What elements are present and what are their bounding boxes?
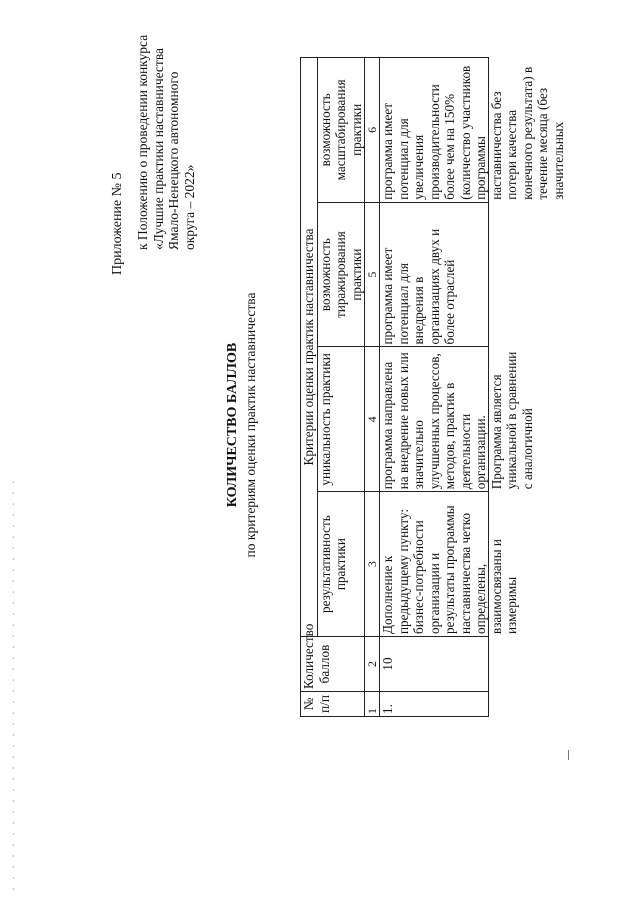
scan-edge-artifact: · · · · · · · · · · · · · · · · · · · · · · · · · · · · · · · · · · · · · ·: [6, 478, 20, 891]
header-criterion: результативность практики: [317, 492, 365, 637]
regulation-line: Ямало-Ненецкого автономного: [166, 71, 181, 250]
scan-mark: [568, 750, 569, 760]
column-number-row: [365, 58, 380, 717]
column-number: 1: [365, 692, 380, 717]
column-number: 5: [365, 202, 380, 347]
cell-result: Дополнение к предыдущему пункту: бизнес-потребности организации и результаты программы наставничества четко определены, взаимосвязаны и измеримы: [380, 492, 489, 637]
table-subheader-row: [317, 58, 365, 717]
table-header-row: [301, 58, 318, 717]
regulation-line: «Лучшие практики наставничества: [150, 47, 166, 250]
header-number: № п/п: [301, 692, 365, 717]
header-score: Количество баллов: [301, 637, 365, 692]
cell-scaling: программа имеет потенциал для увеличения производительности более чем на 150% (количество участников программы наставничества без потери качества конечного результата) в течение месяца (без значительных: [380, 58, 489, 203]
document-subtitle: по критериям оценки практик наставничества: [243, 292, 258, 558]
regulation-line: к Положению о проведении конкурса: [135, 34, 150, 250]
cell-replication: программа имеет потенциал для внедрения в организациях двух и более отраслей: [380, 202, 489, 347]
header-criteria-group: Критерии оценки практик наставничества: [301, 58, 318, 637]
document-title: КОЛИЧЕСТВО БАЛЛОВ: [225, 342, 240, 508]
header-criterion: возможность масштабирования практики: [317, 58, 365, 203]
column-number: 6: [365, 58, 380, 203]
column-number: 4: [365, 347, 380, 492]
column-number: 2: [365, 637, 380, 692]
annex-number: Приложение № 5: [110, 172, 125, 275]
table-row: [380, 58, 489, 717]
cell-uniqueness: программа направлена на внедрение новых или значительно улучшенных процессов, методов, практик в деятельности организации. Программа является уникальной в сравнении с аналогичной: [380, 347, 489, 492]
header-criterion: возможность тиражирования практики: [317, 202, 365, 347]
column-number: 3: [365, 492, 380, 637]
regulation-line: округа – 2022»: [181, 164, 197, 250]
regulation-reference: [135, 34, 197, 250]
criteria-score-table: [300, 57, 566, 717]
row-number: 1.: [380, 692, 489, 717]
row-score: 10: [380, 637, 489, 692]
header-criterion: уникальность практики: [317, 347, 365, 492]
